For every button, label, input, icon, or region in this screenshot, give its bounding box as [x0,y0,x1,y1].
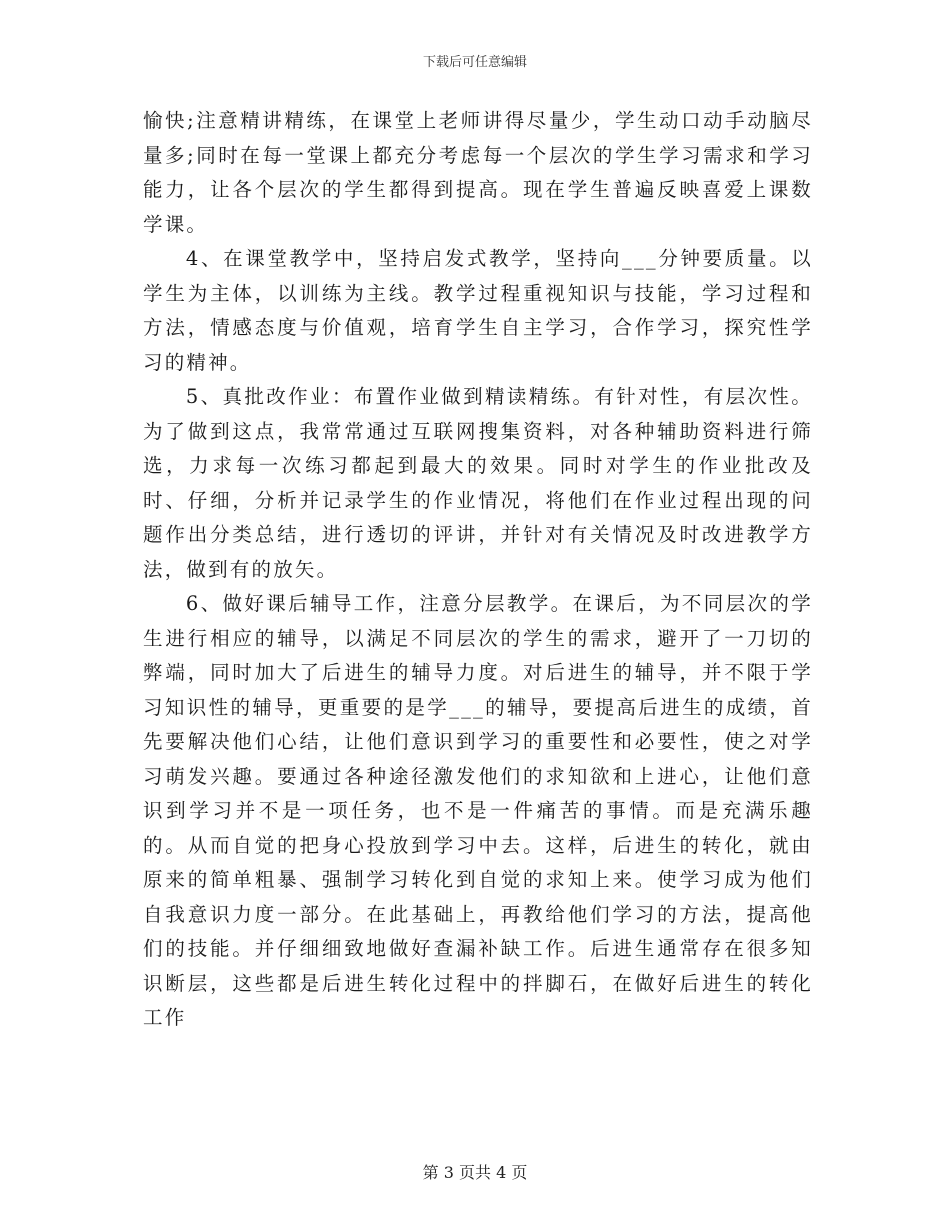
paragraph-item-5: 5、真批改作业：布置作业做到精读精练。有针对性，有层次性。为了做到这点，我常常通过互联网搜集资料，对各种辅助资料进行筛选，力求每一次练习都起到最大的效果。同时对学生的作业批改及时、仔细，分析并记录学生的作业情况，将他们在作业过程出现的问题作出分类总结，进行透切的评讲，并针对有关情况及时改进教学方法，做到有的放矢。 [143,385,813,581]
document-body [143,104,813,1036]
paragraph-item-6: 6、做好课后辅导工作，注意分层教学。在课后，为不同层次的学生进行相应的辅导，以满足不同层次的学生的需求，避开了一刀切的弊端，同时加大了后进生的辅导力度。对后进生的辅导，并不限于学习知识性的辅导，更重要的是学___的辅导，要提高后进生的成绩，首先要解决他们心结，让他们意识到学习的重要性和必要性，使之对学习萌发兴趣。要通过各种途径激发他们的求知欲和上进心，让他们意识到学习并不是一项任务，也不是一件痛苦的事情。而是充满乐趣的。从而自觉的把身心投放到学习中去。这样，后进生的转化，就由原来的简单粗暴、强制学习转化到自觉的求知上来。使学习成为他们自我意识力度一部分。在此基础上，再教给他们学习的方法，提高他们的技能。并仔细细致地做好查漏补缺工作。后进生通常存在很多知识断层，这些都是后进生转化过程中的拌脚石，在做好后进生的转化工作 [143,592,813,1029]
paragraph-continuation: 愉快;注意精讲精练，在课堂上老师讲得尽量少，学生动口动手动脑尽量多;同时在每一堂课上都充分考虑每一个层次的学生学习需求和学习能力，让各个层次的学生都得到提高。现在学生普遍反映喜爱上课数学课。 [143,109,813,236]
page-header: 下载后可任意编辑 [422,55,527,70]
page-footer: 第 3 页共 4 页 [422,1163,528,1182]
paragraph-item-4: 4、在课堂教学中，坚持启发式教学，坚持向___分钟要质量。以学生为主体，以训练为主线。教学过程重视知识与技能，学习过程和方法，情感态度与价值观，培育学生自主学习，合作学习，探究性学习的精神。 [143,247,813,374]
